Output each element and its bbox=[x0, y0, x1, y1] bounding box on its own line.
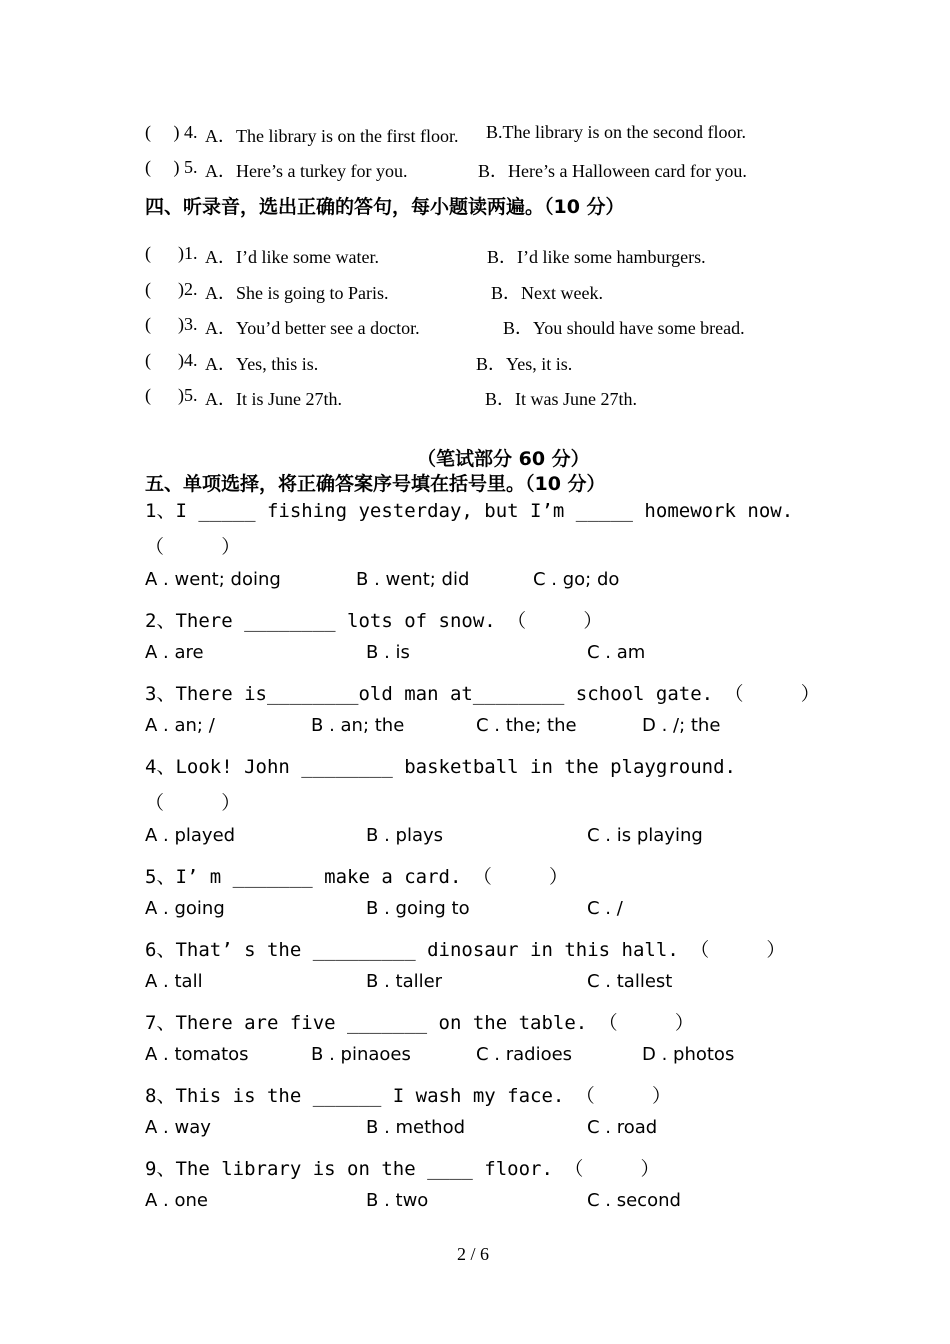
section4-item-1-option-a: A．I’d like some water. bbox=[205, 247, 379, 267]
question-8-option-b: B . method bbox=[366, 1117, 466, 1138]
section3-item-5-option-b: B．Here’s a Halloween card for you. bbox=[478, 161, 747, 181]
question-8-text: 8、This is the ______ I wash my face. （ ） bbox=[145, 1085, 671, 1107]
section4-item-3-option-b: B．You should have some bread. bbox=[503, 318, 745, 338]
section4-item-2-number: ( )2. bbox=[145, 279, 198, 299]
section4-item-3-number: ( )3. bbox=[145, 314, 198, 334]
written-part-heading: （笔试部分 60 分） bbox=[417, 448, 590, 470]
section3-item-4-option-b: B.The library is on the second floor. bbox=[486, 122, 746, 142]
question-9-option-b: B . two bbox=[366, 1190, 429, 1211]
question-4-text: 4、Look! John ________ basketball in the playground. bbox=[145, 756, 736, 778]
question-6-text: 6、That’ s the _________ dinosaur in this hall. （ ） bbox=[145, 939, 786, 961]
section4-item-1-number: ( )1. bbox=[145, 243, 198, 263]
question-6-option-b: B . taller bbox=[366, 971, 443, 992]
question-4-option-c: C . is playing bbox=[587, 825, 703, 846]
question-3-option-a: A . an; / bbox=[145, 715, 215, 736]
section4-item-1-option-b: B．I’d like some hamburgers. bbox=[487, 247, 706, 267]
section4-title: 四、听录音，选出正确的答句，每小题读两遍。（10 分） bbox=[145, 196, 625, 218]
question-1-option-a: A . went; doing bbox=[145, 569, 281, 590]
question-7-option-c: C . radioes bbox=[476, 1044, 573, 1065]
question-3-option-b: B . an; the bbox=[311, 715, 405, 736]
section4-item-5-option-b: B．It was June 27th. bbox=[485, 389, 637, 409]
question-6-option-c: C . tallest bbox=[587, 971, 673, 992]
section3-item-4-number: ( ) 4. bbox=[145, 122, 198, 142]
page-number: 2 / 6 bbox=[457, 1244, 490, 1264]
section4-item-5-option-a: A．It is June 27th. bbox=[205, 389, 342, 409]
section5-title: 五、单项选择，将正确答案序号填在括号里。（10 分） bbox=[145, 473, 606, 495]
section3-item-5-number: ( ) 5. bbox=[145, 157, 198, 177]
section4-item-2-option-b: B．Next week. bbox=[491, 283, 603, 303]
section4-item-4-option-b: B．Yes, it is. bbox=[476, 354, 573, 374]
question-1-text: 1、I _____ fishing yesterday, but I’m _____ homework now. bbox=[145, 500, 794, 522]
question-1-option-c: C . go; do bbox=[533, 569, 620, 590]
question-2-option-a: A . are bbox=[145, 642, 204, 663]
question-4-option-b: B . plays bbox=[366, 825, 444, 846]
question-4-answer-bracket: （ ） bbox=[145, 792, 241, 814]
section4-item-2-option-a: A．She is going to Paris. bbox=[205, 283, 389, 303]
question-9-option-a: A . one bbox=[145, 1190, 208, 1211]
section3-item-4-option-a: A．The library is on the first floor. bbox=[205, 126, 459, 146]
question-3-option-d: D . /; the bbox=[642, 715, 721, 736]
question-8-option-a: A . way bbox=[145, 1117, 211, 1138]
question-4-option-a: A . played bbox=[145, 825, 236, 846]
question-7-option-a: A . tomatos bbox=[145, 1044, 249, 1065]
question-5-option-a: A . going bbox=[145, 898, 225, 919]
question-9-text: 9、The library is on the ____ floor. （ ） bbox=[145, 1158, 660, 1180]
question-5-option-c: C . / bbox=[587, 898, 623, 919]
question-1-option-b: B . went; did bbox=[356, 569, 470, 590]
question-7-option-b: B . pinaoes bbox=[311, 1044, 411, 1065]
question-7-option-d: D . photos bbox=[642, 1044, 735, 1065]
question-1-answer-bracket: （ ） bbox=[145, 536, 241, 558]
question-2-option-c: C . am bbox=[587, 642, 646, 663]
section4-item-4-option-a: A．Yes, this is. bbox=[205, 354, 319, 374]
section4-item-3-option-a: A．You’d better see a doctor. bbox=[205, 318, 420, 338]
question-6-option-a: A . tall bbox=[145, 971, 203, 992]
question-8-option-c: C . road bbox=[587, 1117, 658, 1138]
section4-item-4-number: ( )4. bbox=[145, 350, 198, 370]
question-2-option-b: B . is bbox=[366, 642, 410, 663]
question-3-option-c: C . the; the bbox=[476, 715, 577, 736]
question-7-text: 7、There are five _______ on the table. （ ） bbox=[145, 1012, 694, 1034]
question-5-option-b: B . going to bbox=[366, 898, 470, 919]
question-3-text: 3、There is________old man at________ school gate. （ ） bbox=[145, 683, 820, 705]
question-5-text: 5、I’ m _______ make a card. （ ） bbox=[145, 866, 569, 888]
section3-item-5-option-a: A．Here’s a turkey for you. bbox=[205, 161, 408, 181]
question-2-text: 2、There ________ lots of snow. （ ） bbox=[145, 610, 603, 632]
question-9-option-c: C . second bbox=[587, 1190, 681, 1211]
section4-item-5-number: ( )5. bbox=[145, 385, 198, 405]
